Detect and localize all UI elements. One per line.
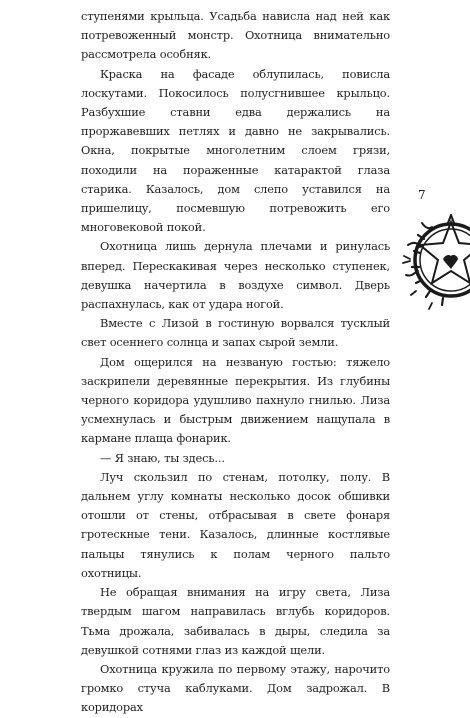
paragraph: Охотница кружила по первому этажу, нарочито громко стуча каблуками. Дом задрожал. В коридорах (81, 661, 390, 715)
paragraph: ступенями крыльца. Усадьба нависла над ней как потревоженный монстр. Охотница внимательно рассмотрела особняк. (81, 9, 390, 62)
paragraph: Не обращая внимания на игру света, Лиза твердым шагом направилась вглубь коридоров. Тьма дрожала, забивалась в дыры, следила за девушкой сотнями глаз из каждой щели. (81, 585, 390, 657)
body-text (81, 7, 390, 718)
paragraph: Охотница лишь дернула плечами и ринулась вперед. Перескакивая через несколько ступенек, девушка начертила в воздухе символ. Дверь распахнулась, как от удара ногой. (81, 239, 390, 312)
paragraph: Вместе с Лизой в гостиную ворвался тусклый свет осеннего солнца и запах сырой земли. (81, 316, 390, 350)
paragraph: — Я знаю, ты здесь... (100, 450, 225, 465)
paragraph: Луч скользил по стенам, потолку, полу. В дальнем углу комнаты несколько досок обшивки отошли от стены, отбрасывая в свете фонаря гротескные тени. Казалось, длинные костлявые пальцы тянулись к полам черного пальто охотницы. (81, 469, 390, 580)
paragraph: Краска на фасаде облупилась, повисла лоскутами. Покосилось полусгнившее крыльцо. Разбухшие ставни едва держались на проржавевших петлях и давно не закрывались. Окна, покрытые многолетним слоем грязи, походили на пораженные катарактой глаза старика. Казалось, дом слепо уставился на пришелицу, посмевшую потревожить его многовековой покой. (81, 66, 390, 235)
page-number: 7 (418, 188, 426, 202)
thorn-wreath-icon (396, 205, 470, 315)
paragraph: Дом ощерился на незваную гостью: тяжело заскрипели деревянные перекрытия. Из глубины черного коридора удушливо пахнуло гнилью. Лиза усмехнулась и быстрым движением нащупала в кармане плаща фонарик. (81, 354, 390, 446)
